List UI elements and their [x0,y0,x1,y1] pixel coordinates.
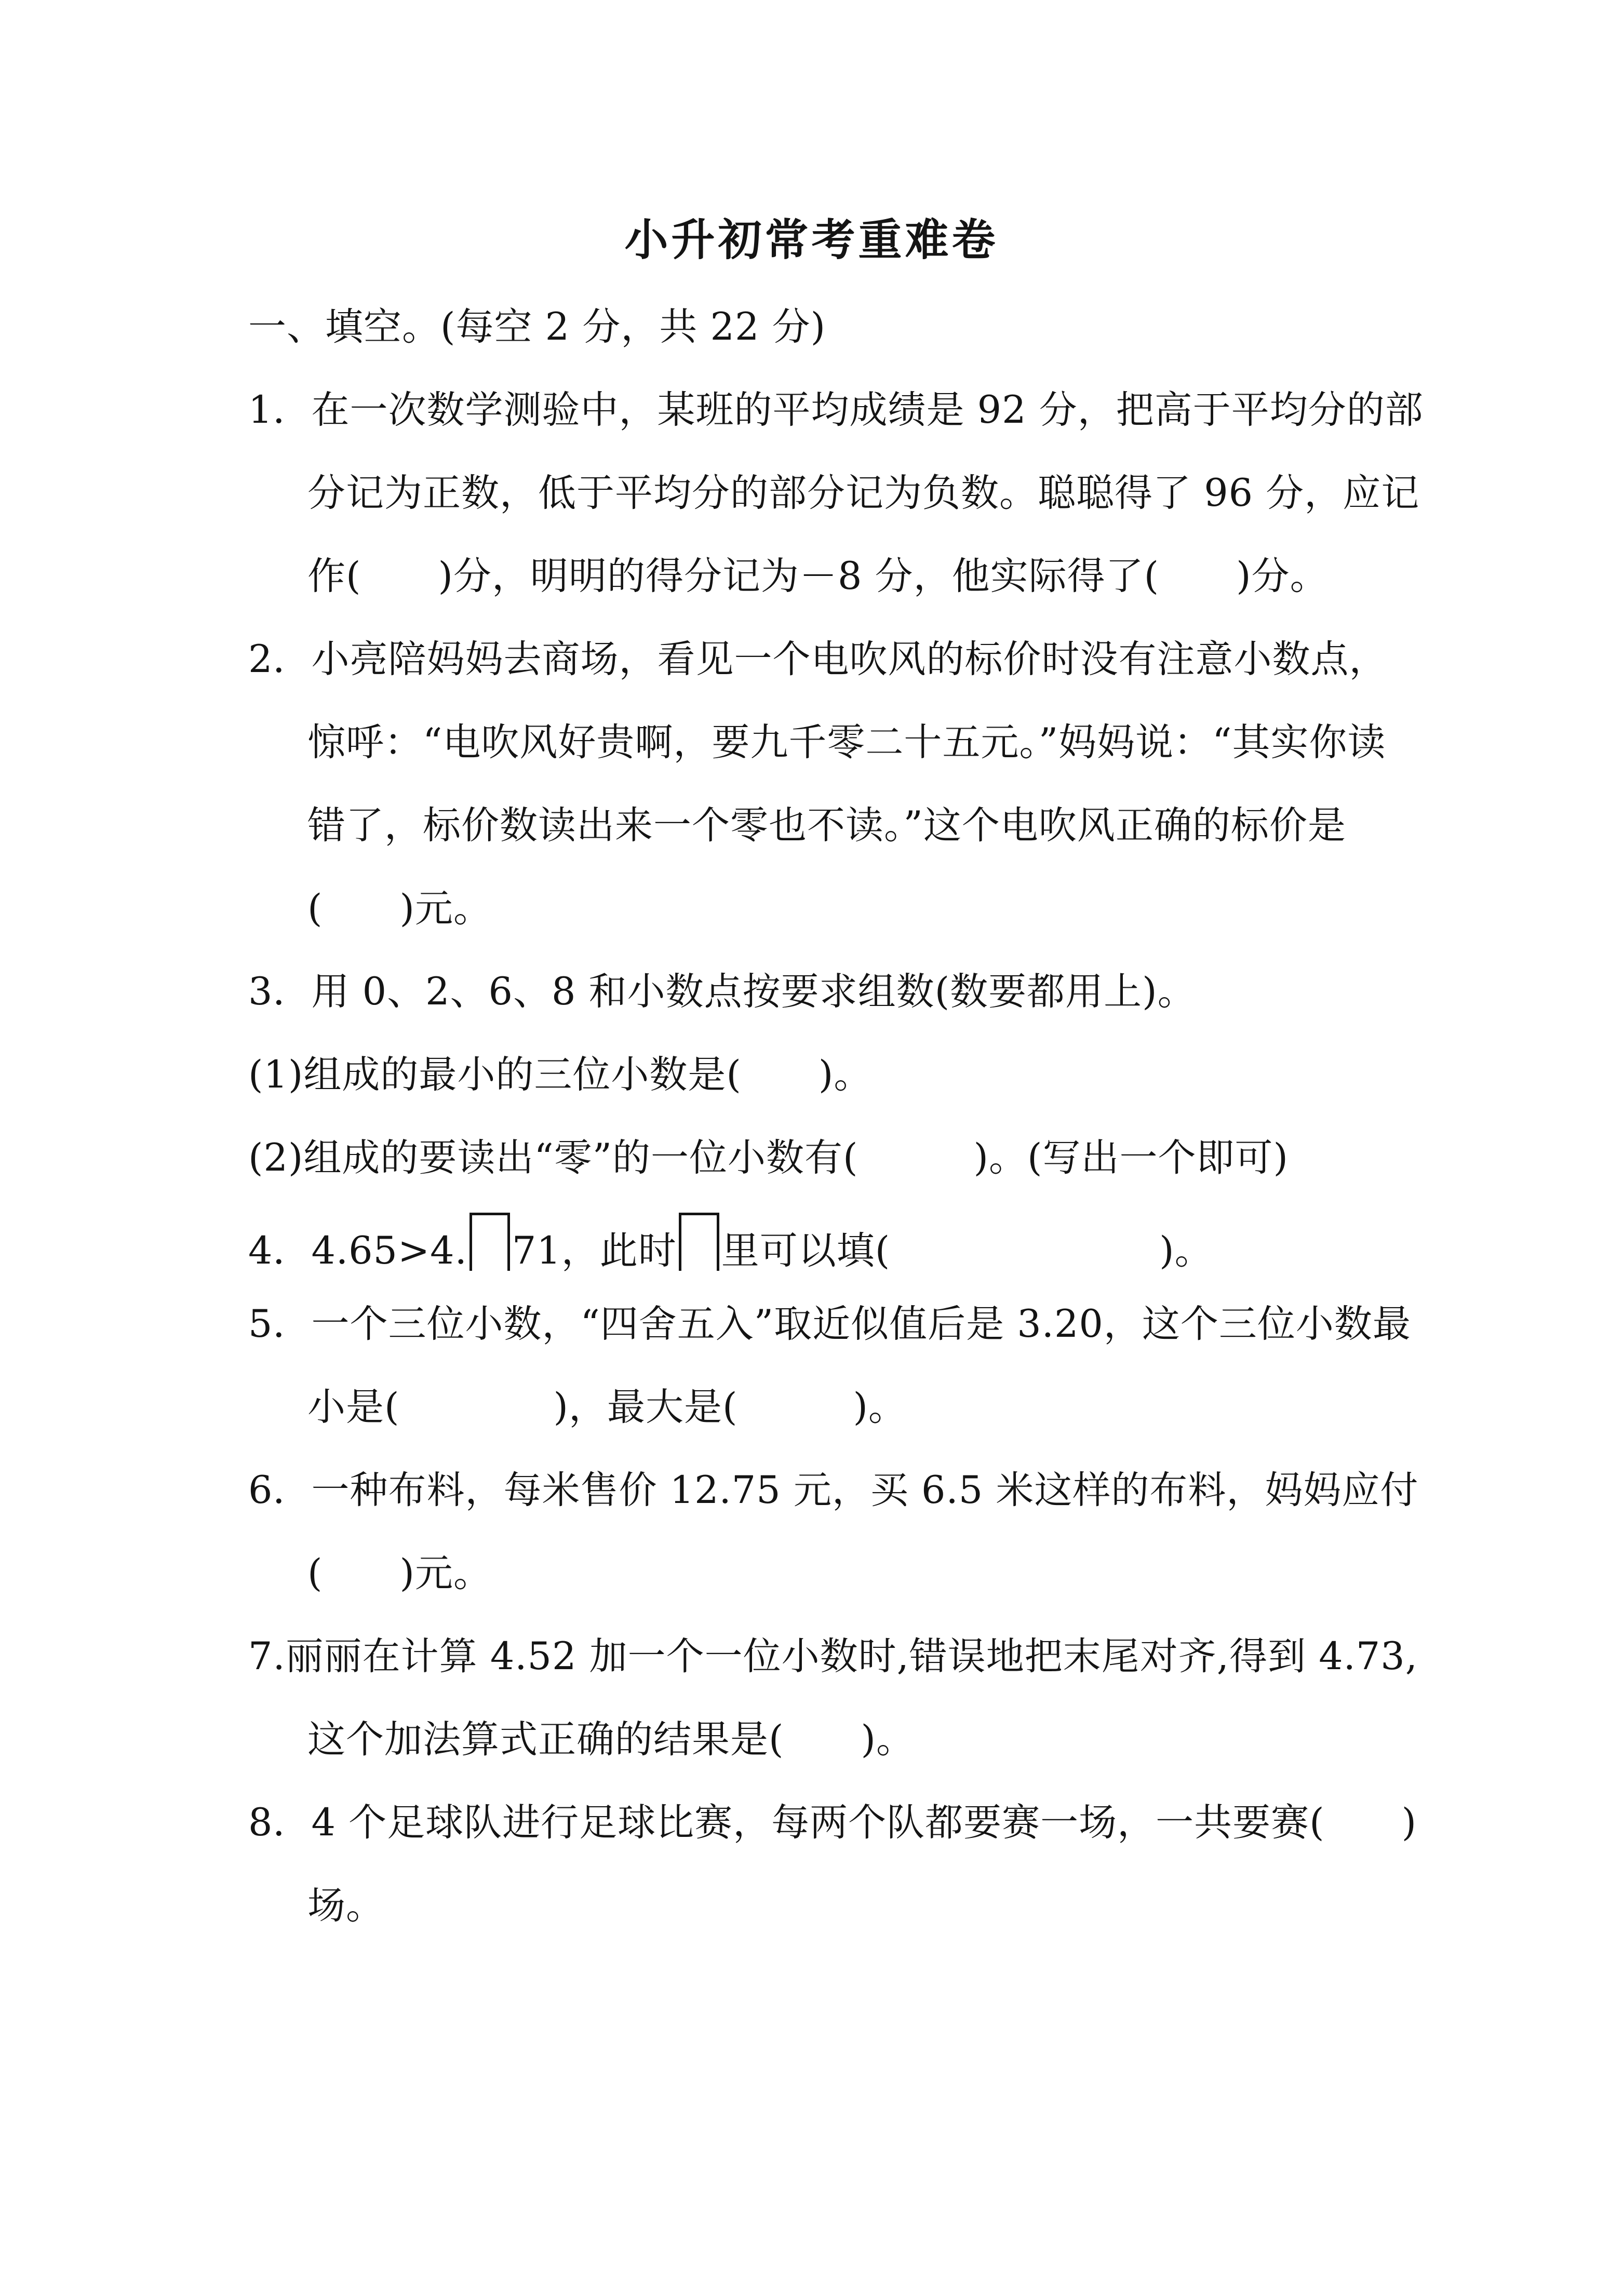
question-5-line-2: 小是( )，最大是( )。 [307,1385,907,1429]
question-6-line-2: ( )元。 [307,1551,492,1595]
question-8-line-2: 场。 [307,1884,384,1928]
question-3-line-1: 3．用 0、2、6、8 和小数点按要求组数(数要都用上)。 [248,970,1196,1014]
question-3-sub-2: (2)组成的要读出“零”的一位小数有( )。(写出一个即可) [248,1136,1289,1180]
question-2-line-4: ( )元。 [307,887,492,931]
question-2-line-1: 2．小亮陪妈妈去商场，看见一个电吹风的标价时没有注意小数点， [248,637,1388,681]
question-6-line-1: 6．一种布料，每米售价 12.75 元，买 6.5 米这样的布料，妈妈应付 [248,1468,1419,1512]
question-4-part-c: 里可以填( )。 [721,1229,1213,1273]
question-1-line-2: 分记为正数，低于平均分的部分记为负数。聪聪得了 96 分，应记 [307,471,1420,515]
section-heading: 一、填空。(每空 2 分，共 22 分) [248,305,826,349]
answer-box [679,1213,719,1271]
page-title: 小升初常考重难卷 [624,214,999,265]
answer-box [470,1213,510,1271]
question-4-part-b: 71，此时 [512,1229,677,1273]
question-4-part-a: 4．4.65>4. [248,1229,467,1273]
question-7-line-1: 7.丽丽在计算 4.52 加一个一位小数时,错误地把末尾对齐,得到 4.73, [248,1634,1418,1679]
question-1-line-3: 作( )分，明明的得分记为－8 分，他实际得了( )分。 [307,554,1329,598]
question-7-line-2: 这个加法算式正确的结果是( )。 [307,1717,915,1762]
question-4 [248,1213,1213,1280]
question-1-line-1: 1．在一次数学测验中，某班的平均成绩是 92 分，把高于平均分的部 [248,388,1424,432]
question-8-line-1: 8．4 个足球队进行足球比赛，每两个队都要赛一场，一共要赛( ) [248,1801,1417,1845]
question-2-line-3: 错了，标价数读出来一个零也不读。”这个电吹风正确的标价是 [307,803,1346,848]
question-5-line-1: 5．一个三位小数，“四舍五入”取近似值后是 3.20，这个三位小数最 [248,1302,1411,1346]
question-3-sub-1: (1)组成的最小的三位小数是( )。 [248,1053,873,1097]
question-2-line-2: 惊呼：“电吹风好贵啊，要九千零二十五元。”妈妈说：“其实你读 [307,720,1386,764]
